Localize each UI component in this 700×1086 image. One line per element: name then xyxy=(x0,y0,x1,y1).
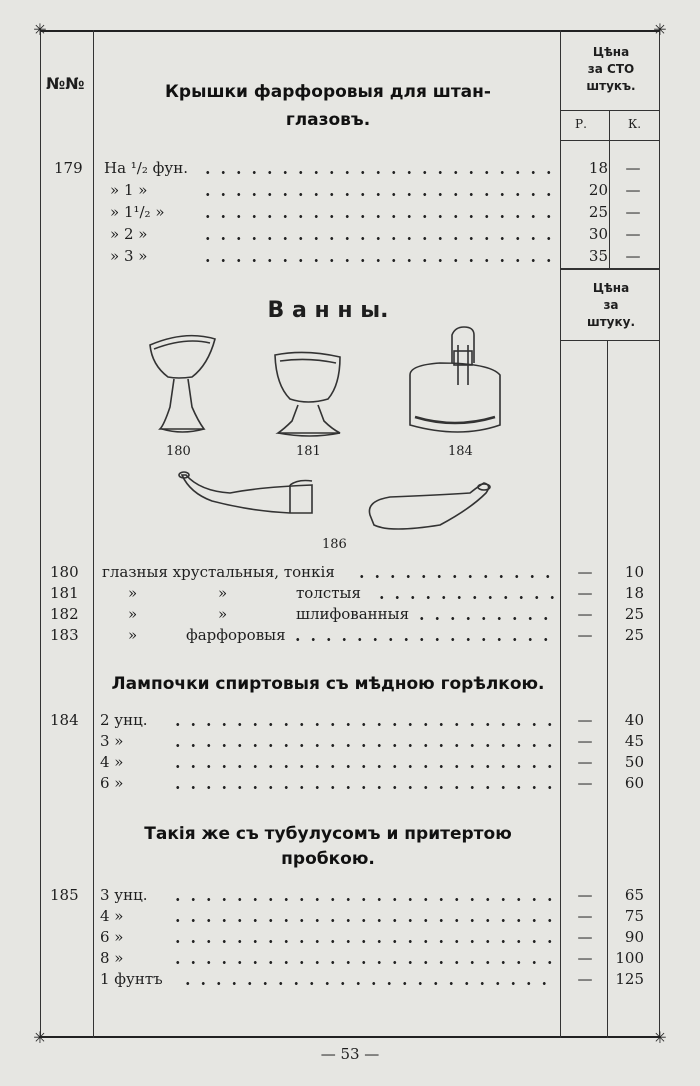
price-header-rule xyxy=(560,110,660,111)
price-kop: 25 xyxy=(624,626,644,644)
bath-row-label: шлифованныя xyxy=(296,605,410,623)
price-kop: 100 xyxy=(615,949,644,967)
bath-row-label: фарфоровыя xyxy=(186,626,286,644)
price-kop: — xyxy=(625,225,641,243)
price-kop: — xyxy=(625,203,641,221)
price-rub: — xyxy=(577,907,593,925)
tubulus-title-line2: пробкою. xyxy=(281,849,375,869)
tubulus-row-label: 3 унц. xyxy=(100,886,148,904)
leader-dots xyxy=(170,961,554,964)
leader-dots xyxy=(290,638,554,641)
price-rub: — xyxy=(577,886,593,904)
price-hdr-line: за xyxy=(603,298,619,312)
rub-header: Р. xyxy=(575,117,587,131)
figure-label-186: 186 xyxy=(322,537,347,552)
price-kop: — xyxy=(625,247,641,265)
lamp-row-label: 2 унц. xyxy=(100,711,148,729)
item-number: 180 xyxy=(50,563,79,581)
price-hdr-line: штукъ. xyxy=(586,79,636,93)
lamp-row-label: 6 » xyxy=(100,774,124,792)
figure-label-180: 180 xyxy=(166,444,191,459)
price-hdr-line: за СТО xyxy=(587,62,635,76)
leader-dots xyxy=(414,617,554,620)
price-kop: 75 xyxy=(624,907,644,925)
lids-title-line1: Крышки фарфоровыя для штан- xyxy=(165,82,491,102)
per-piece-header-rule xyxy=(560,340,660,341)
leader-dots xyxy=(374,596,554,599)
price-hdr-line: штуку. xyxy=(586,315,636,329)
bath-row-ditto: » xyxy=(128,605,138,623)
lamps-title: Лампочки спиртовыя съ мѣдною горѣлкою. xyxy=(111,674,545,694)
price-rub: 30 xyxy=(588,225,608,243)
price-rub: 20 xyxy=(588,181,608,199)
eye-bath-186-icon xyxy=(179,472,490,529)
bath-row-ditto: » xyxy=(128,584,138,602)
price-kop: 65 xyxy=(624,886,644,904)
spirit-lamp-184-icon xyxy=(410,327,500,432)
lids-row-label: » 3 » xyxy=(110,247,148,265)
number-column-rule xyxy=(93,30,94,1038)
bath-row-ditto: » xyxy=(128,626,138,644)
item-number: 181 xyxy=(50,584,79,602)
leader-dots xyxy=(170,765,554,768)
lamp-row-label: 4 » xyxy=(100,753,124,771)
price-kop: 40 xyxy=(624,711,644,729)
bath-row-label: толстыя xyxy=(296,584,361,602)
price-rub: 35 xyxy=(588,247,608,265)
lids-title-line2: глазовъ. xyxy=(285,110,371,130)
bath-illustrations xyxy=(140,325,540,545)
lids-row-label: » 1¹/₂ » xyxy=(110,203,165,221)
lids-row-label: » 2 » xyxy=(110,225,148,243)
price-kop: — xyxy=(625,159,641,177)
lids-row-label: На ¹/₂ фун. xyxy=(104,159,188,177)
item-number: 183 xyxy=(50,626,79,644)
leader-dots xyxy=(200,259,555,262)
price-kop: 45 xyxy=(624,732,644,750)
leader-dots xyxy=(200,193,555,196)
tubulus-row-label: 6 » xyxy=(100,928,124,946)
price-rub: — xyxy=(577,732,593,750)
kop-header: К. xyxy=(628,117,642,131)
price-rub: — xyxy=(577,970,593,988)
corner-ornament-icon: ✳ xyxy=(653,1028,667,1047)
price-kop: 25 xyxy=(624,605,644,623)
leader-dots xyxy=(170,940,554,943)
price-kop: 18 xyxy=(624,584,644,602)
corner-ornament-icon: ✳ xyxy=(33,20,47,39)
kopek-column-rule xyxy=(609,110,610,270)
price-rub: 18 xyxy=(588,159,608,177)
price-rub: — xyxy=(577,563,593,581)
tubulus-row-label: 4 » xyxy=(100,907,124,925)
price-per-piece-header xyxy=(562,280,660,331)
price-kop: — xyxy=(625,181,641,199)
price-kop: 90 xyxy=(624,928,644,946)
price-kop: 125 xyxy=(615,970,644,988)
item-number: 185 xyxy=(50,886,79,904)
kopek-column-rule-lower xyxy=(607,340,608,1038)
leader-dots xyxy=(170,744,554,747)
page-number: — 53 — xyxy=(320,1045,380,1063)
eye-bath-180-icon xyxy=(150,336,215,432)
leader-dots xyxy=(170,898,554,901)
price-column-rule xyxy=(560,30,561,1038)
eye-bath-181-icon xyxy=(275,352,340,436)
price-rub: — xyxy=(577,605,593,623)
price-rub: 25 xyxy=(588,203,608,221)
tubulus-row-label: 8 » xyxy=(100,949,124,967)
price-kop: 10 xyxy=(624,563,644,581)
tubulus-row-label: 1 фунтъ xyxy=(100,970,163,988)
price-hdr-line: Цѣна xyxy=(592,281,630,295)
item-number: 184 xyxy=(50,711,79,729)
price-hdr-line: Цѣна xyxy=(592,45,630,59)
leader-dots xyxy=(170,919,554,922)
item-number: 179 xyxy=(54,159,83,177)
leader-dots xyxy=(170,723,554,726)
leader-dots xyxy=(200,215,555,218)
price-rub: — xyxy=(577,711,593,729)
price-rub: — xyxy=(577,774,593,792)
price-rub: — xyxy=(577,753,593,771)
leader-dots xyxy=(200,237,555,240)
corner-ornament-icon: ✳ xyxy=(33,1028,47,1047)
price-rub: — xyxy=(577,584,593,602)
bath-row-label: глазныя хрустальныя, тонкія xyxy=(102,563,335,581)
number-column-header: №№ xyxy=(46,74,85,93)
baths-title: В а н н ы. xyxy=(267,298,389,323)
price-rub: — xyxy=(577,928,593,946)
price-kop: 60 xyxy=(624,774,644,792)
tubulus-title-line1: Такія же съ тубулусомъ и притертою xyxy=(144,824,512,844)
corner-ornament-icon: ✳ xyxy=(653,20,667,39)
lamp-row-label: 3 » xyxy=(100,732,124,750)
price-kop: 50 xyxy=(624,753,644,771)
leader-dots xyxy=(200,171,555,174)
leader-dots xyxy=(180,982,554,985)
price-per-hundred-header xyxy=(562,44,660,95)
figure-label-184: 184 xyxy=(448,444,473,459)
section-price-rule xyxy=(560,268,660,270)
price-rub: — xyxy=(577,626,593,644)
item-number: 182 xyxy=(50,605,79,623)
bath-row-ditto: » xyxy=(218,584,228,602)
rk-header-rule xyxy=(560,140,660,141)
price-rub: — xyxy=(577,949,593,967)
lids-row-label: » 1 » xyxy=(110,181,148,199)
leader-dots xyxy=(170,786,554,789)
bath-row-ditto: » xyxy=(218,605,228,623)
figure-label-181: 181 xyxy=(296,444,321,459)
leader-dots xyxy=(354,575,554,578)
